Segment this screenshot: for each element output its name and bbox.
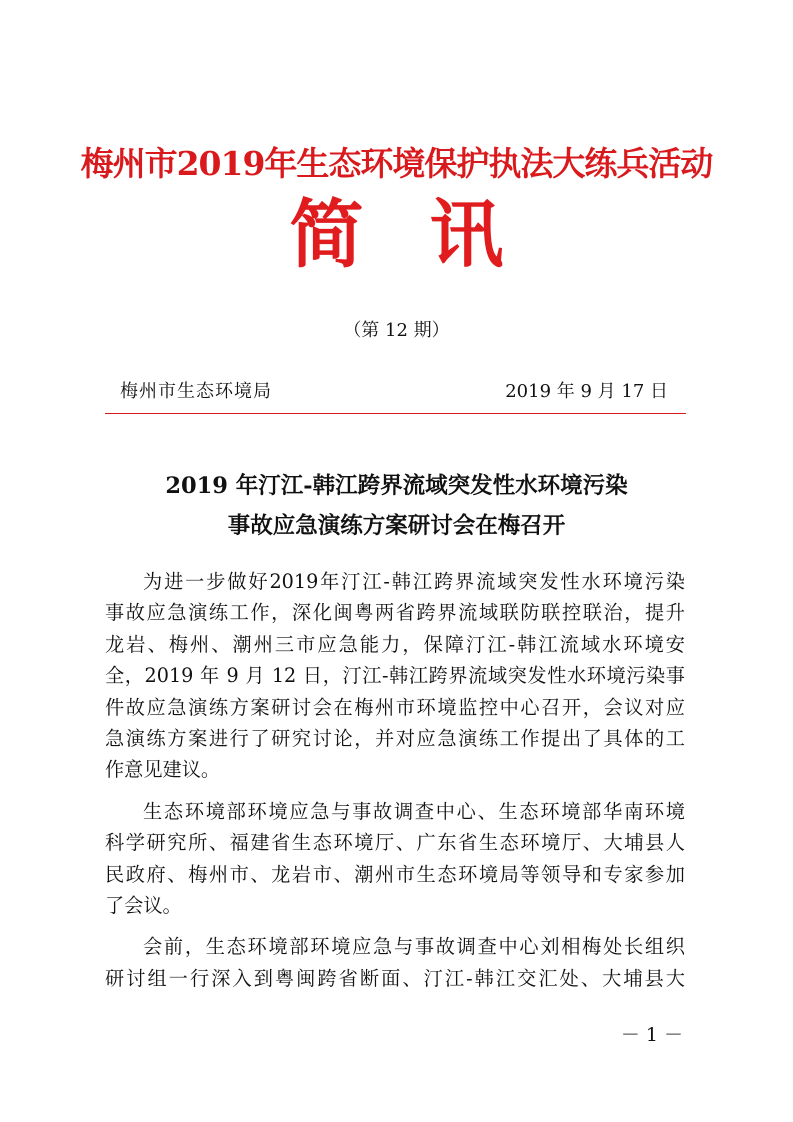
- paragraph-line: 民政府、梅州市、龙岩市、潮州市生态环境局等领导和专家参加: [105, 862, 685, 886]
- paragraph-line: 会前，生态环境部环境应急与事故调查中心刘相梅处长组织: [143, 935, 685, 959]
- bulletin-char-xun: 讯: [429, 192, 504, 278]
- paragraph-line: 作意见建议。: [105, 758, 221, 782]
- paragraph-line: 科学研究所、福建省生态环境厅、广东省生态环境厅、大埔县人: [105, 831, 685, 855]
- headline-line-1: 2019 年汀江-韩江跨界流域突发性水环境污染: [165, 473, 628, 499]
- paragraph-line: 龙岩、梅州、潮州三市应急能力，保障汀江-韩江流域水环境安: [105, 632, 685, 656]
- paragraph-line: 了会议。: [105, 893, 182, 917]
- masthead-bulletin-title: [0, 190, 793, 280]
- red-divider-rule: [105, 413, 686, 414]
- issue-number: （第 12 期）: [343, 320, 450, 341]
- headline-line-2: 事故应急演练方案研讨会在梅召开: [227, 513, 566, 539]
- paragraph-2: [105, 796, 685, 922]
- paragraph-1: [105, 566, 685, 786]
- masthead-title: 梅州市2019年生态环境保护执法大练兵活动: [80, 144, 713, 183]
- paragraph-line: 事故应急演练工作，深化闽粤两省跨界流域联防联控联治，提升: [105, 601, 685, 625]
- issuing-organization: 梅州市生态环境局: [120, 381, 272, 402]
- paragraph-line: 全，2019 年 9 月 12 日，汀江-韩江跨界流域突发性水环境污染事: [105, 664, 685, 688]
- article-headline: [0, 466, 793, 546]
- paragraph-line: 为进一步做好2019年汀江-韩江跨界流域突发性水环境污染: [143, 570, 685, 593]
- article-body: [105, 566, 685, 994]
- bulletin-char-jian: 简: [289, 192, 364, 278]
- paragraph-line: 件故应急演练方案研讨会在梅州市环境监控中心召开，会议对应: [105, 695, 685, 719]
- paragraph-3: [105, 931, 685, 994]
- page-number: － 1 －: [620, 1024, 683, 1046]
- paragraph-line: 生态环境部环境应急与事故调查中心、生态环境部华南环境: [143, 799, 685, 823]
- paragraph-line: 急演练方案进行了研究讨论，并对应急演练工作提出了具体的工: [105, 726, 685, 750]
- paragraph-line: 研讨组一行深入到粤闽跨省断面、汀江-韩江交汇处、大埔县大: [105, 966, 685, 990]
- issue-date: 2019 年 9 月 17 日: [505, 381, 668, 402]
